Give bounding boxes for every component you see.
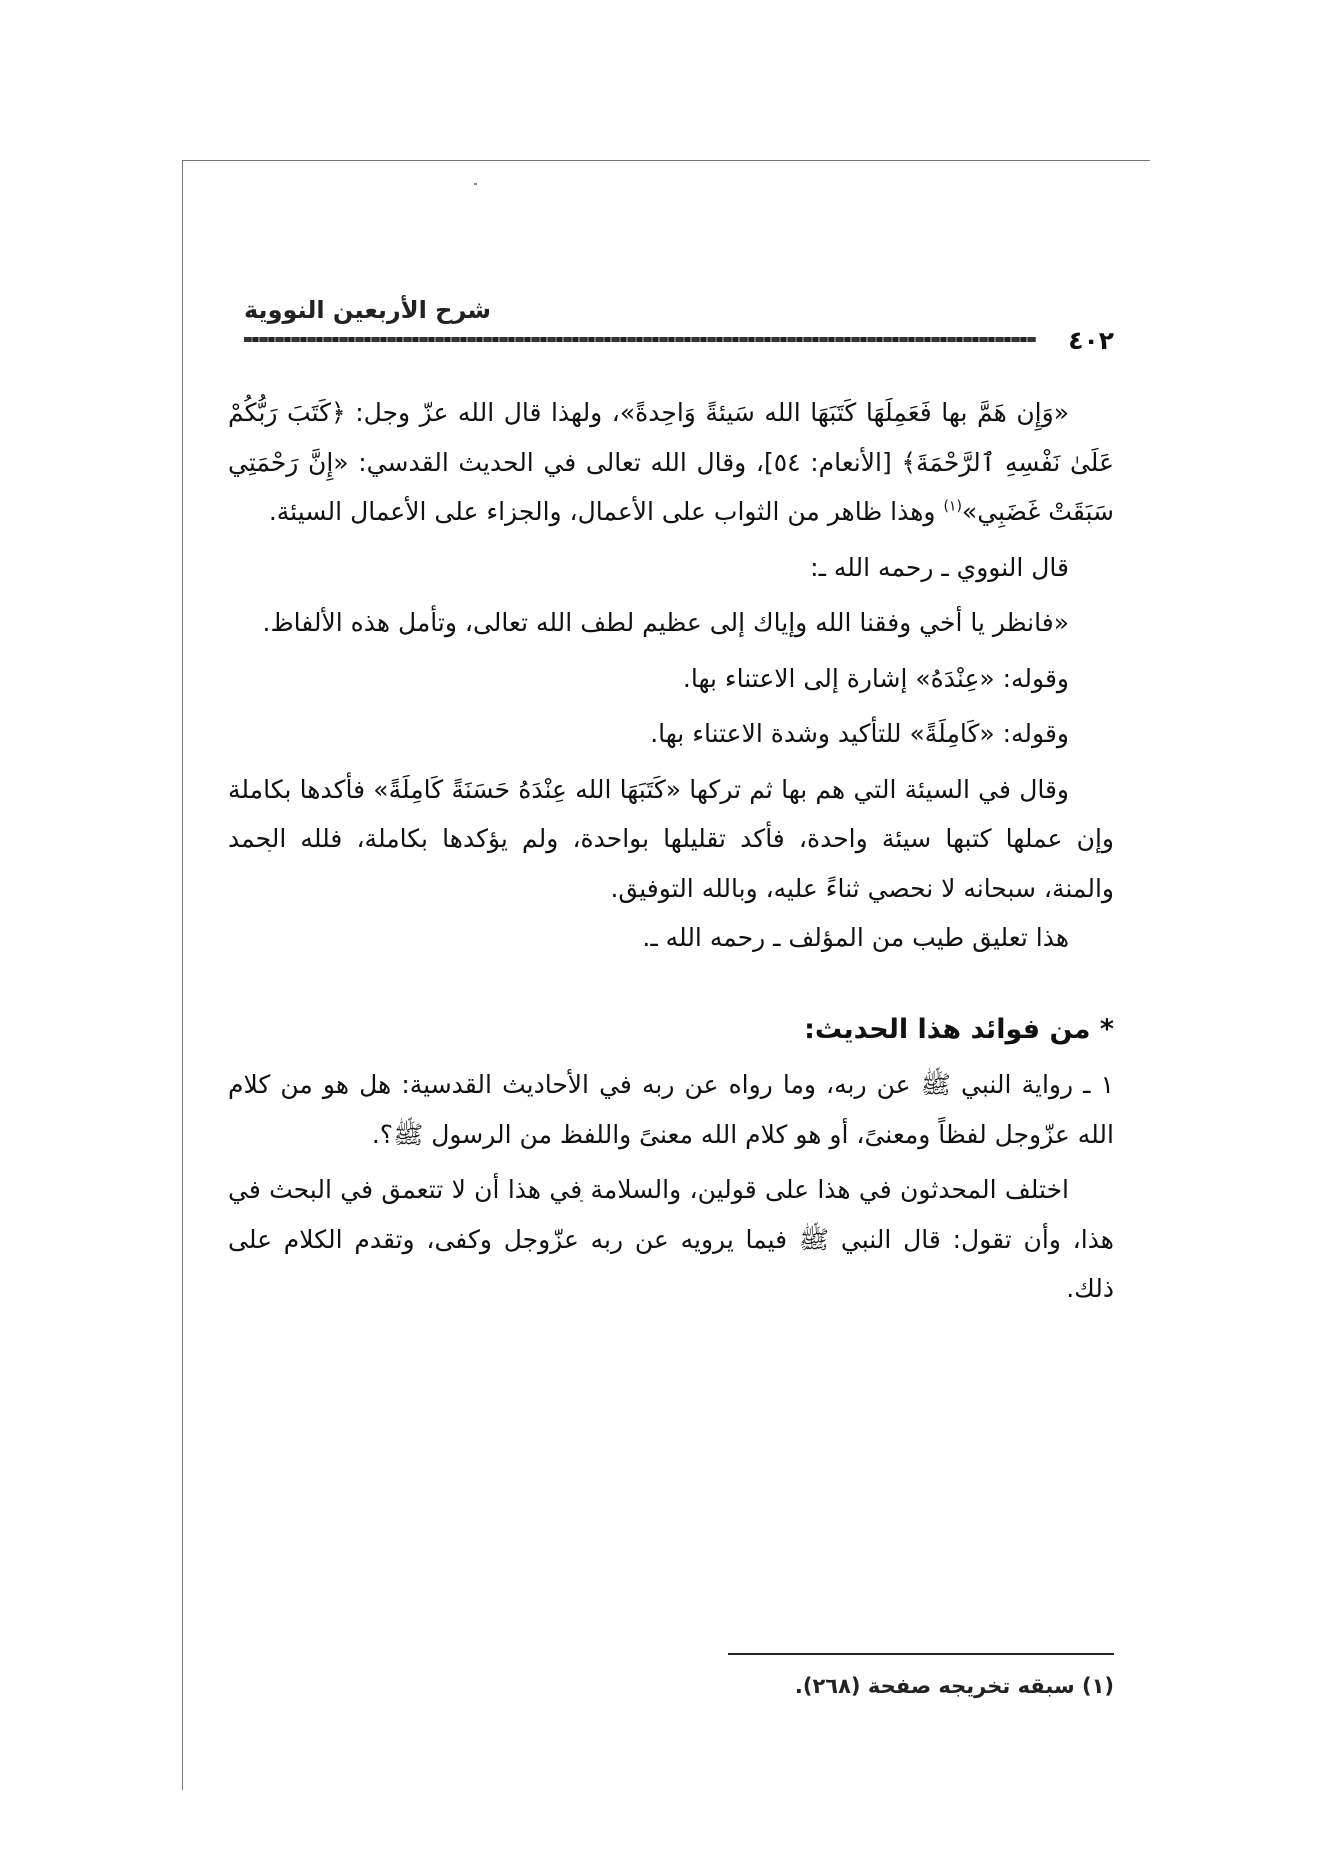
header-rule [244, 337, 1036, 342]
page-frame-top [182, 160, 1150, 161]
page-number: ٤٠٢ [1060, 326, 1114, 355]
paragraph: وقوله: «عِنْدَهُ» إشارة إلى الاعتناء بها. [682, 663, 1069, 693]
paragraph: «فانظر يا أخي وفقنا الله وإياك إلى عظيم لطف الله تعالى، وتأمل هذه الألفاظ. [262, 608, 1069, 637]
footnote: (١) سبقه تخريجه صفحة (٢٦٨). [794, 1674, 1114, 1698]
page-frame-left [182, 160, 183, 1790]
paragraph: هذا تعليق طيب من المؤلف ـ رحمه الله ـ. [642, 923, 1069, 952]
running-header [244, 296, 1114, 355]
paragraph: وقوله: «كَامِلَةً» للتأكيد وشدة الاعتناء بها. [650, 719, 1069, 748]
paragraph: قال النووي ـ رحمه الله ـ: [810, 552, 1069, 582]
footnote-ref: (١) [943, 498, 962, 515]
paragraph-text: «وَإِن هَمَّ بها فَعَمِلَهَا كَتَبَهَا الله سَيئةً وَاحِدةً»، ولهذا قال الله عزّ وجل: ﴿كَتَبَ رَبُّكُمْ عَلَىٰ نَفْسِهِ ٱلرَّحْمَةَ﴾ [الأنعام: ٥٤]، وقال الله تعالى في الحديث القدسي: «إِنَّ رَحْمَتِي سَبَقَتْ غَضَبِي» [228, 398, 1114, 526]
footnote-separator [728, 1653, 1114, 1655]
paragraph: ١ ـ رواية النبي ﷺ عن ربه، وما رواه عن ربه في الأحاديث القدسية: هل هو من كلام الله عزّوجل لفظاً ومعنىً، أو هو كلام الله معنىً واللفظ من الرسول ﷺ؟. [228, 1070, 1114, 1149]
paragraph-text: وهذا ظاهر من الثواب على الأعمال، والجزاء على الأعمال السيئة. [268, 497, 936, 526]
paragraph: وقال في السيئة التي هم بها ثم تركها «كَتَبَهَا الله عِنْدَهُ حَسَنَةً كَامِلَةً» فأكدها بكاملة وإن عملها كتبها سيئة واحدة، فأكد تقليلها بواحدة، ولم يؤكدها بكاملة، فلله الحمد والمنة، سبحانه لا نحصي ثناءً عليه، وبالله التوفيق. [228, 774, 1114, 903]
paragraph [228, 388, 1114, 537]
scan-speck [474, 183, 477, 185]
paragraph: اختلف المحدثون في هذا على قولين، والسلامة في هذا أن لا تتعمق في البحث في هذا، وأن تقول: قال النبي ﷺ فيما يرويه عن ربه عزّوجل وكفى، وتقدم الكلام على ذلك. [228, 1175, 1114, 1303]
book-title: شرح الأربعين النووية [244, 296, 491, 324]
section-heading: * من فوائد هذا الحديث: [804, 1013, 1114, 1045]
body-text [228, 388, 1114, 1314]
